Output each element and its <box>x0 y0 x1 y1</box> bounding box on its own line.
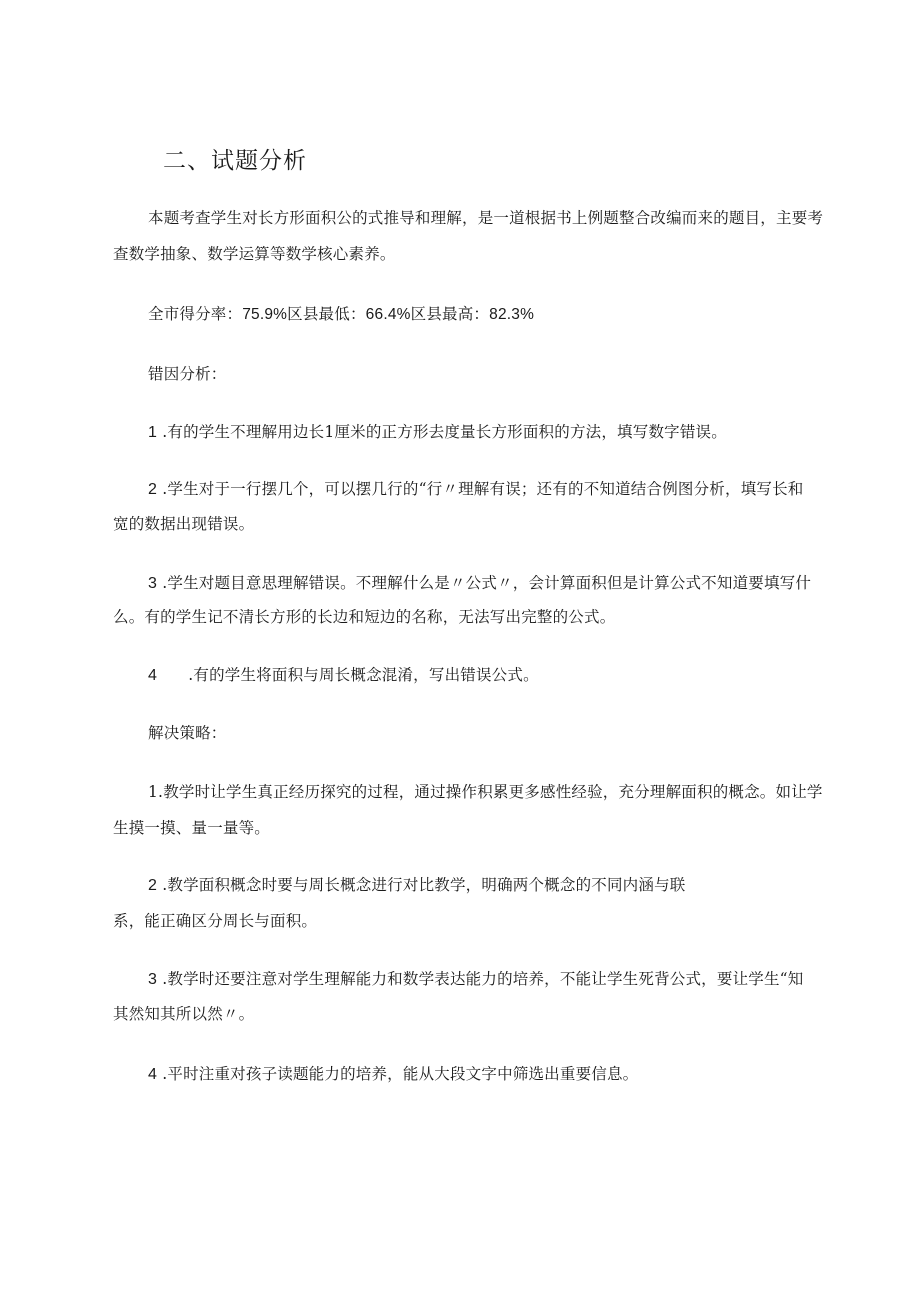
strategy-item-2-cont: 系，能正确区分周长与面积。 <box>113 912 318 930</box>
item-number: 2 <box>148 481 158 498</box>
item-number: 4 <box>148 667 158 684</box>
error-item-2 <box>148 478 804 501</box>
error-item-3-cont: 么。有的学生记不清长方形的长边和短边的名称，无法写出完整的公式。 <box>113 608 616 626</box>
item-text: .有的学生不理解用边长1厘米的正方形去度量长方形面积的方法，填写数字错误。 <box>162 423 727 441</box>
district-low-label: 区县最低： <box>287 305 366 323</box>
strategy-item-3-cont: 其然知其所以然〃。 <box>113 1005 255 1023</box>
intro-line-2: 查数学抽象、数学运算等数学核心素养。 <box>113 245 396 263</box>
strategy-heading: 解决策略： <box>148 724 227 742</box>
strategy-item-4 <box>148 1063 638 1086</box>
strategy-item-1-cont: 生摸一摸、量一量等。 <box>113 819 271 837</box>
item-text: .教学面积概念时要与周长概念进行对比教学，明确两个概念的不同内涵与联 <box>162 876 686 894</box>
city-rate-value: 75.9% <box>242 306 288 323</box>
item-text: .学生对于一行摆几个，可以摆几行的“行〃理解有误；还有的不知道结合例图分析，填写长和 <box>162 480 804 498</box>
section-title: 二、试题分析 <box>163 148 307 174</box>
district-low-value: 66.4% <box>365 306 411 323</box>
item-text: .教学时还要注意对学生理解能力和数学表达能力的培养，不能让学生死背公式，要让学生“知 <box>162 970 804 988</box>
item-number: 4 <box>148 1066 158 1083</box>
error-item-1 <box>148 421 727 444</box>
district-high-value: 82.3% <box>489 306 535 323</box>
score-stats <box>148 303 534 326</box>
city-rate-label: 全市得分率： <box>148 305 243 323</box>
item-text: .平时注重对孩子读题能力的培养，能从大段文字中筛选出重要信息。 <box>162 1065 639 1083</box>
district-high-label: 区县最高： <box>410 305 490 323</box>
error-item-4 <box>148 664 539 687</box>
item-text: .学生对题目意思理解错误。不理解什么是〃公式〃，会计算面积但是计算公式不知道要填写什 <box>162 574 812 592</box>
strategy-item-3 <box>148 968 804 991</box>
item-number: 2 <box>148 877 158 894</box>
item-number: 3 <box>148 575 158 592</box>
item-text: .有的学生将面积与周长概念混淆，写出错误公式。 <box>188 666 539 684</box>
intro-line-1: 本题考查学生对长方形面积公的式推导和理解，是一道根据书上例题整合改编而来的题目，主要考 <box>148 209 824 227</box>
item-number: 1 <box>148 424 158 441</box>
item-number: 3 <box>148 971 158 988</box>
error-item-2-cont: 宽的数据出现错误。 <box>113 515 255 533</box>
error-item-3 <box>148 572 811 595</box>
strategy-item-2 <box>148 874 685 897</box>
error-analysis-heading: 错因分析： <box>148 365 227 383</box>
strategy-item-1: 1.教学时让学生真正经历探究的过程，通过操作积累更多感性经验，充分理解面积的概念。如让学 <box>148 783 823 801</box>
